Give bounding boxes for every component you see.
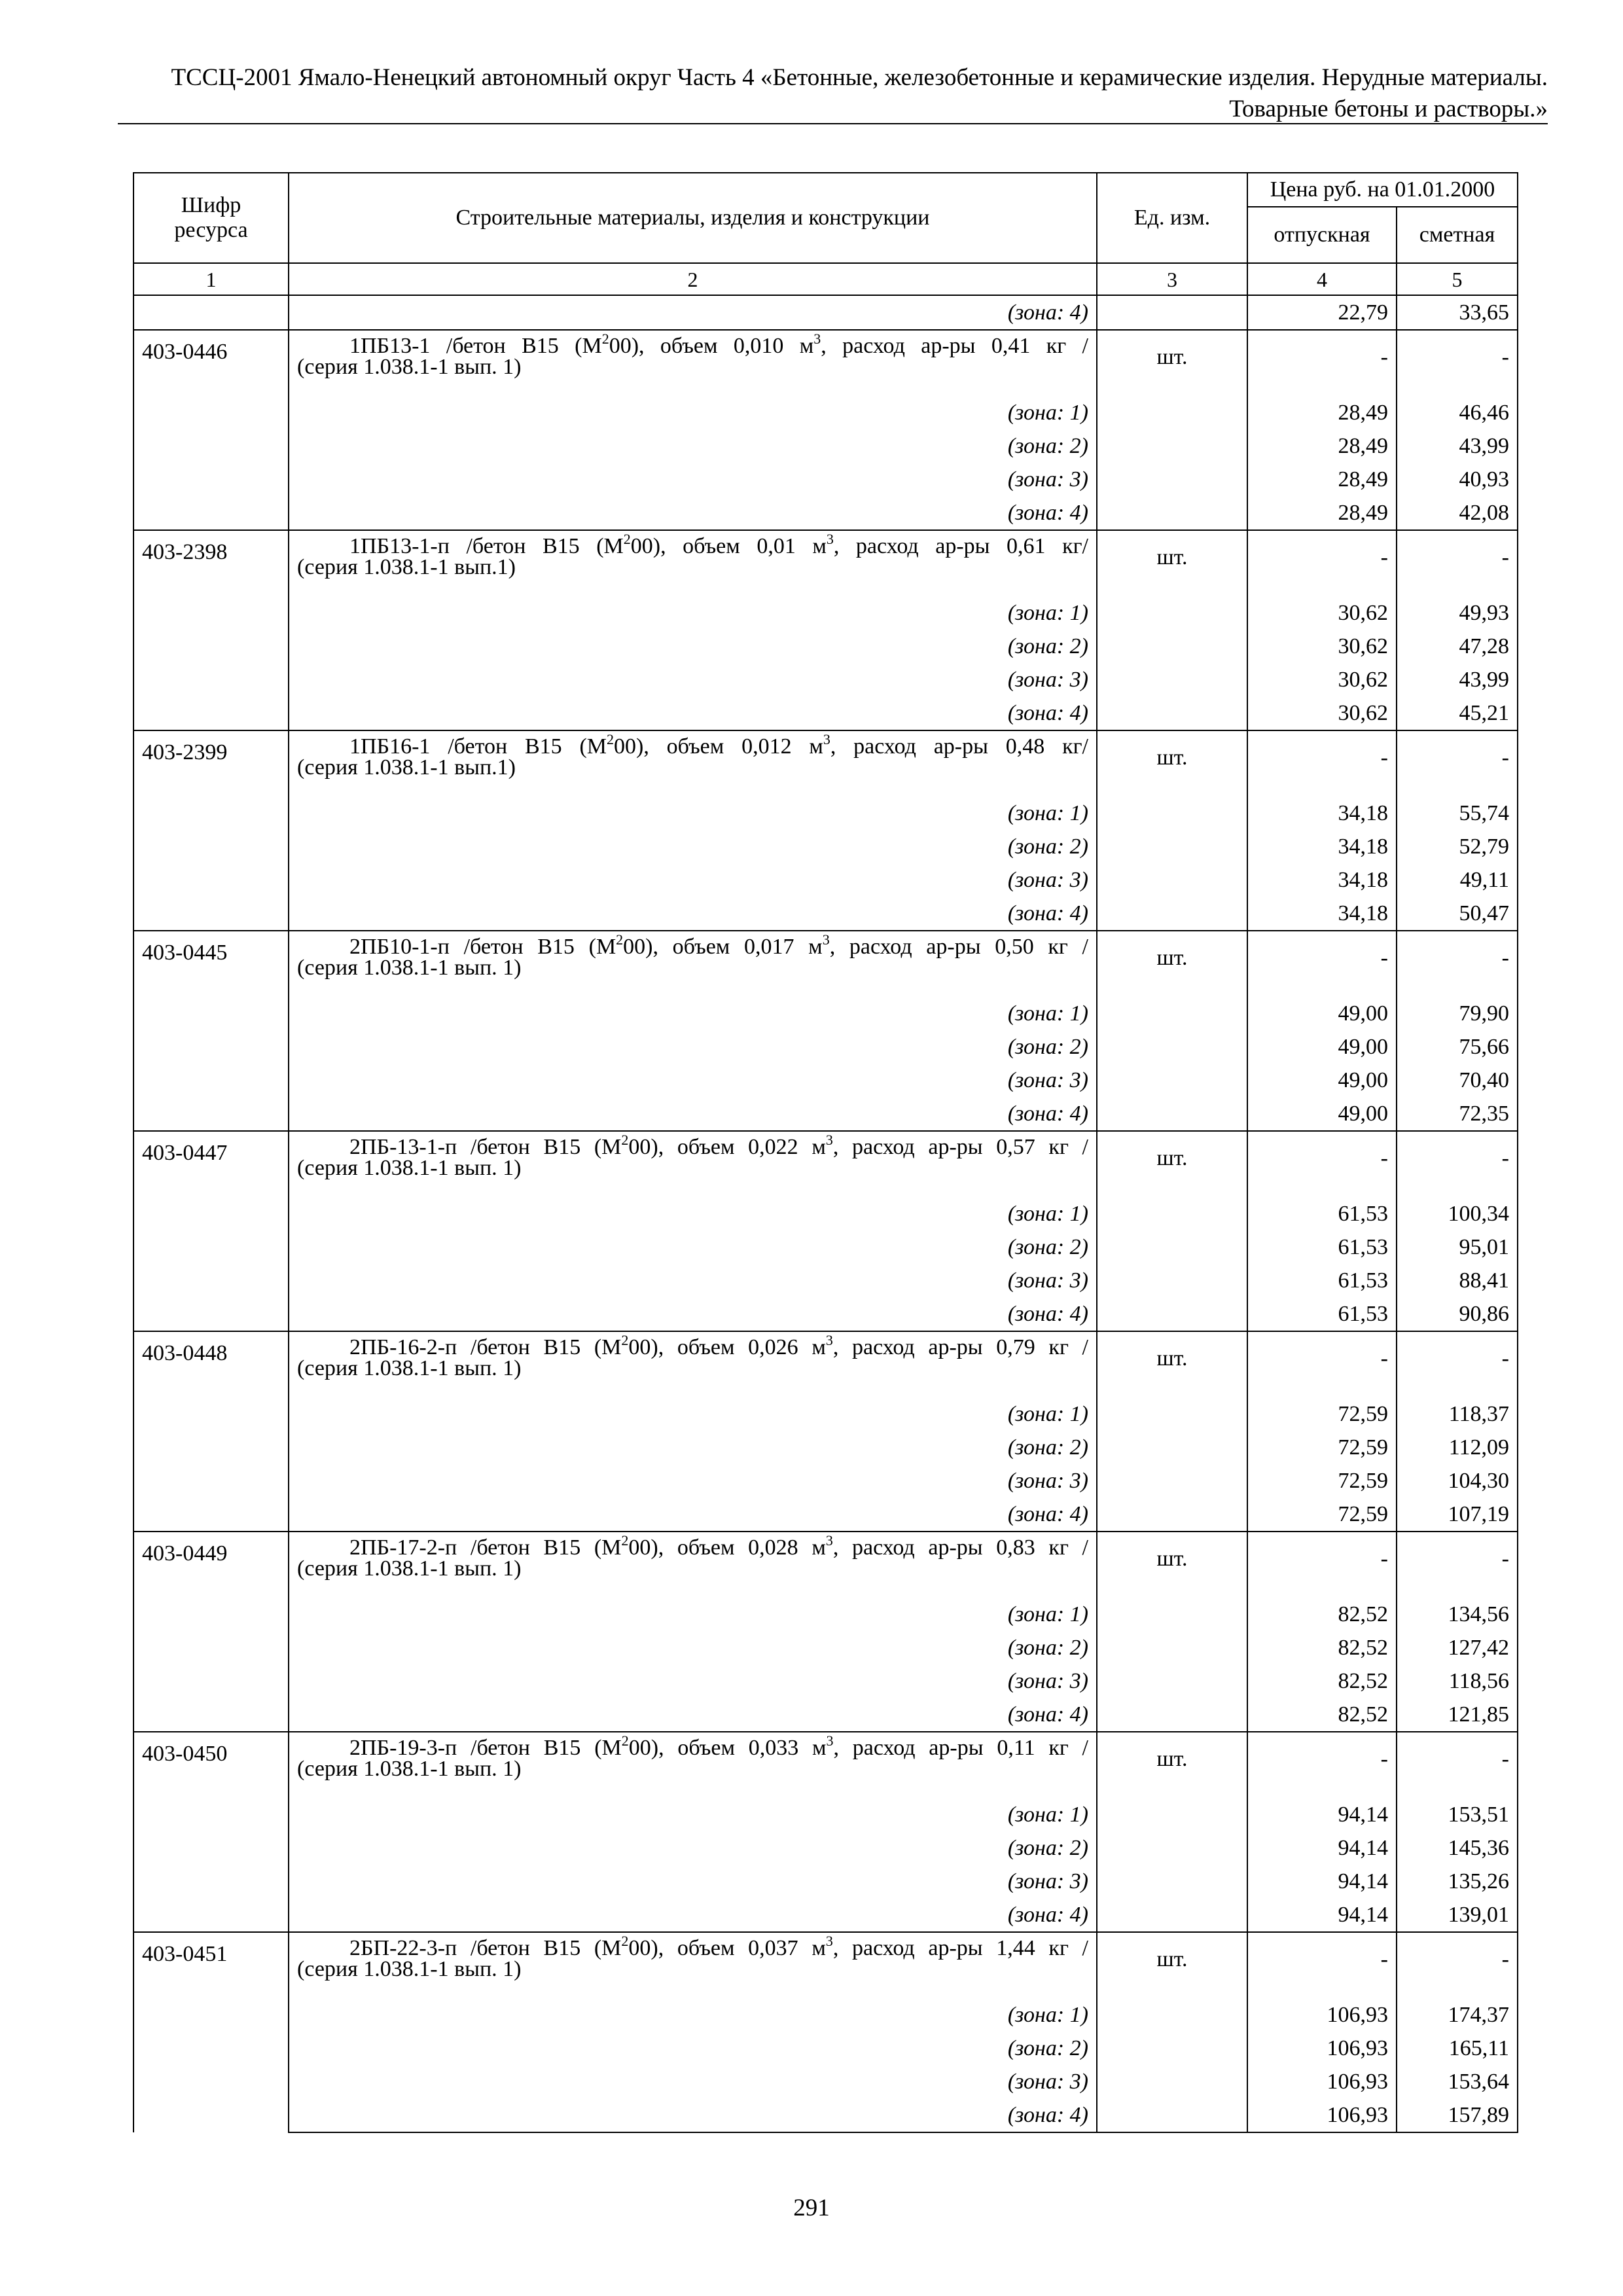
- release-price: 34,18: [1247, 830, 1397, 863]
- zone-row: [134, 596, 1518, 630]
- description-main: 1ПБ16-1 /бетон В15 $(М^200)$, объем 0,012 $м^3$, расход ар-ры 0,48 кг/: [349, 730, 1088, 759]
- zone-row: [134, 2032, 1518, 2065]
- zone-label: (зона: 1): [289, 1998, 1097, 2032]
- description-main: 2ПБ10-1-п /бетон В15 $(М^200)$, объем 0,017 $м^3$, расход ар-ры 0,50 кг /: [349, 931, 1088, 959]
- estimate-price: 45,21: [1397, 696, 1518, 730]
- zone-row: [134, 1631, 1518, 1664]
- column-number: 3: [1097, 263, 1247, 295]
- material-description: [289, 931, 1097, 997]
- estimate-price: -: [1397, 530, 1518, 596]
- release-price: 49,00: [1247, 997, 1397, 1030]
- release-price: 94,14: [1247, 1831, 1397, 1865]
- resource-code: 403-0447: [134, 1131, 289, 1331]
- unit-of-measure: [1097, 1230, 1247, 1264]
- description-main: 1ПБ13-1-п /бетон В15 $(М^200)$, объем 0,01 $м^3$, расход ар-ры 0,61 кг/: [349, 530, 1088, 558]
- material-description: [289, 1732, 1097, 1798]
- description-main: 1ПБ13-1 /бетон В15 $(М^200)$, объем 0,010 $м^3$, расход ар-ры 0,41 кг /: [349, 330, 1088, 358]
- estimate-price: 153,51: [1397, 1798, 1518, 1831]
- resource-code: 403-0451: [134, 1932, 289, 2132]
- estimate-price: -: [1397, 931, 1518, 997]
- release-price: 49,00: [1247, 1064, 1397, 1097]
- unit-of-measure: [1097, 1431, 1247, 1464]
- table-row: [134, 730, 1518, 797]
- description-main: 2ПБ-16-2-п /бетон В15 $(М^200)$, объем 0,026 $м^3$, расход ар-ры 0,79 кг /: [349, 1331, 1088, 1359]
- description-main: 2БП-22-3-п /бетон В15 $(М^200)$, объем 0,037 $м^3$, расход ар-ры 1,44 кг /: [349, 1932, 1088, 1960]
- unit-of-measure: [1097, 1798, 1247, 1831]
- description-series: (серия 1.038.1-1 вып. 1): [297, 1957, 522, 1981]
- table-row: [134, 530, 1518, 596]
- release-price: 22,79: [1247, 295, 1397, 330]
- zone-row: [134, 696, 1518, 730]
- resource-code: 403-0448: [134, 1331, 289, 1532]
- release-price: 30,62: [1247, 663, 1397, 696]
- release-price: 94,14: [1247, 1898, 1397, 1932]
- release-price: 72,59: [1247, 1397, 1397, 1431]
- release-price: 34,18: [1247, 797, 1397, 830]
- zone-row: [134, 863, 1518, 897]
- release-price: 61,53: [1247, 1297, 1397, 1331]
- unit-of-measure: [1097, 1297, 1247, 1331]
- table-row: [134, 1331, 1518, 1397]
- zone-row: [134, 1998, 1518, 2032]
- release-price: 30,62: [1247, 696, 1397, 730]
- zone-row: [134, 1030, 1518, 1064]
- header-price: Цена руб. на 01.01.2000: [1247, 173, 1518, 207]
- estimate-price: 46,46: [1397, 396, 1518, 429]
- zone-label: (зона: 1): [289, 1197, 1097, 1230]
- zone-label: (зона: 2): [289, 830, 1097, 863]
- estimate-price: 157,89: [1397, 2098, 1518, 2132]
- release-price: 49,00: [1247, 1030, 1397, 1064]
- unit-of-measure: [1097, 630, 1247, 663]
- estimate-price: 153,64: [1397, 2065, 1518, 2098]
- material-description: [289, 1331, 1097, 1397]
- description-series: (серия 1.038.1-1 вып.1): [297, 555, 516, 579]
- price-table-header: [134, 173, 1518, 295]
- estimate-price: 90,86: [1397, 1297, 1518, 1331]
- estimate-price: 121,85: [1397, 1698, 1518, 1732]
- unit-of-measure: шт.: [1097, 1131, 1247, 1197]
- unit-of-measure: [1097, 396, 1247, 429]
- zone-label: (зона: 1): [289, 1798, 1097, 1831]
- unit-of-measure: [1097, 696, 1247, 730]
- running-header-line-2: Товарные бетоны и растворы.»: [1229, 96, 1548, 122]
- estimate-price: 95,01: [1397, 1230, 1518, 1264]
- release-price: 61,53: [1247, 1264, 1397, 1297]
- table-row: [134, 931, 1518, 997]
- estimate-price: 127,42: [1397, 1631, 1518, 1664]
- zone-row: [134, 463, 1518, 496]
- zone-label: (зона: 4): [289, 2098, 1097, 2132]
- estimate-price: 49,93: [1397, 596, 1518, 630]
- description-series: (серия 1.038.1-1 вып. 1): [297, 1356, 522, 1380]
- estimate-price: 79,90: [1397, 997, 1518, 1030]
- unit-of-measure: шт.: [1097, 330, 1247, 396]
- release-price: -: [1247, 1532, 1397, 1598]
- page-number: 291: [793, 2195, 830, 2221]
- zone-label: (зона: 1): [289, 596, 1097, 630]
- header-release-price: отпускная: [1247, 207, 1397, 263]
- zone-row: [134, 1064, 1518, 1097]
- release-price: 82,52: [1247, 1698, 1397, 1732]
- description-main: 2ПБ-19-3-п /бетон В15 $(М^200)$, объем 0,033 $м^3$, расход ар-ры 0,11 кг /: [349, 1732, 1089, 1760]
- zone-row: [134, 1464, 1518, 1498]
- column-number: 1: [134, 263, 289, 295]
- unit-of-measure: шт.: [1097, 1331, 1247, 1397]
- estimate-price: 52,79: [1397, 830, 1518, 863]
- zone-row: [134, 797, 1518, 830]
- zone-label: (зона: 4): [289, 295, 1097, 330]
- zone-label: (зона: 4): [289, 696, 1097, 730]
- estimate-price: -: [1397, 1932, 1518, 1998]
- unit-of-measure: [1097, 797, 1247, 830]
- release-price: -: [1247, 1732, 1397, 1798]
- release-price: 28,49: [1247, 396, 1397, 429]
- material-description: [289, 530, 1097, 596]
- estimate-price: 135,26: [1397, 1865, 1518, 1898]
- estimate-price: 43,99: [1397, 663, 1518, 696]
- estimate-price: 33,65: [1397, 295, 1518, 330]
- zone-label: (зона: 4): [289, 1097, 1097, 1131]
- material-description: [289, 730, 1097, 797]
- release-price: -: [1247, 730, 1397, 797]
- zone-label: (зона: 1): [289, 1598, 1097, 1631]
- unit-of-measure: шт.: [1097, 1932, 1247, 1998]
- estimate-price: 107,19: [1397, 1498, 1518, 1532]
- unit-of-measure: шт.: [1097, 1532, 1247, 1598]
- material-description: [289, 330, 1097, 396]
- zone-row: [134, 1397, 1518, 1431]
- zone-row: [134, 1197, 1518, 1230]
- estimate-price: 55,74: [1397, 797, 1518, 830]
- estimate-price: 43,99: [1397, 429, 1518, 463]
- material-description: [289, 1131, 1097, 1197]
- zone-row: [134, 1230, 1518, 1264]
- release-price: 82,52: [1247, 1664, 1397, 1698]
- zone-row: [134, 1865, 1518, 1898]
- zone-label: (зона: 4): [289, 496, 1097, 530]
- estimate-price: 75,66: [1397, 1030, 1518, 1064]
- zone-label: (зона: 2): [289, 2032, 1097, 2065]
- running-header-line-1: ТССЦ-2001 Ямало-Ненецкий автономный округ Часть 4 «Бетонные, железобетонные и керамические изделия. Нерудные материалы.: [171, 64, 1548, 91]
- description-series: (серия 1.038.1-1 вып. 1): [297, 956, 522, 980]
- carry-over-row: [134, 295, 1518, 330]
- zone-row: [134, 997, 1518, 1030]
- release-price: 28,49: [1247, 463, 1397, 496]
- zone-row: [134, 396, 1518, 429]
- zone-row: [134, 1097, 1518, 1131]
- table-row: [134, 1131, 1518, 1197]
- unit-of-measure: [1097, 463, 1247, 496]
- release-price: 106,93: [1247, 2032, 1397, 2065]
- estimate-price: -: [1397, 730, 1518, 797]
- zone-row: [134, 1664, 1518, 1698]
- zone-label: (зона: 3): [289, 463, 1097, 496]
- release-price: 106,93: [1247, 2065, 1397, 2098]
- zone-row: [134, 830, 1518, 863]
- unit-of-measure: [1097, 1264, 1247, 1297]
- header-description: Строительные материалы, изделия и конструкции: [289, 173, 1097, 263]
- release-price: -: [1247, 931, 1397, 997]
- zone-label: (зона: 3): [289, 1664, 1097, 1698]
- unit-of-measure: [1097, 830, 1247, 863]
- unit-of-measure: [1097, 1631, 1247, 1664]
- running-header: [118, 62, 1548, 125]
- zone-row: [134, 496, 1518, 530]
- zone-label: (зона: 1): [289, 997, 1097, 1030]
- zone-row: [134, 897, 1518, 931]
- zone-label: (зона: 2): [289, 1030, 1097, 1064]
- zone-label: (зона: 3): [289, 1264, 1097, 1297]
- zone-row: [134, 1297, 1518, 1331]
- column-number: 2: [289, 263, 1097, 295]
- unit-of-measure: [1097, 1464, 1247, 1498]
- unit-of-measure: [1097, 1498, 1247, 1532]
- unit-of-measure: шт.: [1097, 530, 1247, 596]
- unit-of-measure: [1097, 1664, 1247, 1698]
- zone-label: (зона: 4): [289, 1698, 1097, 1732]
- zone-row: [134, 2098, 1518, 2132]
- zone-label: (зона: 2): [289, 1230, 1097, 1264]
- unit-of-measure: [1097, 1865, 1247, 1898]
- unit-of-measure: [1097, 1030, 1247, 1064]
- unit-of-measure: шт.: [1097, 1732, 1247, 1798]
- zone-label: (зона: 2): [289, 630, 1097, 663]
- unit-of-measure: [1097, 1064, 1247, 1097]
- price-table-body: [134, 295, 1518, 2132]
- description-series: (серия 1.038.1-1 вып. 1): [297, 1556, 522, 1581]
- estimate-price: 47,28: [1397, 630, 1518, 663]
- zone-label: (зона: 3): [289, 1064, 1097, 1097]
- estimate-price: 88,41: [1397, 1264, 1518, 1297]
- table-row: [134, 330, 1518, 396]
- zone-label: (зона: 2): [289, 1631, 1097, 1664]
- zone-label: (зона: 3): [289, 1464, 1097, 1498]
- estimate-price: 49,11: [1397, 863, 1518, 897]
- unit-of-measure: [1097, 1397, 1247, 1431]
- release-price: -: [1247, 1131, 1397, 1197]
- zone-row: [134, 1264, 1518, 1297]
- unit-of-measure: шт.: [1097, 730, 1247, 797]
- material-description: [289, 1932, 1097, 1998]
- release-price: 61,53: [1247, 1230, 1397, 1264]
- zone-row: [134, 630, 1518, 663]
- estimate-price: 145,36: [1397, 1831, 1518, 1865]
- estimate-price: 118,56: [1397, 1664, 1518, 1698]
- unit-of-measure: [1097, 429, 1247, 463]
- release-price: -: [1247, 530, 1397, 596]
- estimate-price: -: [1397, 1131, 1518, 1197]
- description-series: (серия 1.038.1-1 вып. 1): [297, 1156, 522, 1180]
- table-row: [134, 1732, 1518, 1798]
- zone-label: (зона: 3): [289, 1865, 1097, 1898]
- unit-of-measure: [1097, 596, 1247, 630]
- table-row: [134, 1932, 1518, 1998]
- estimate-price: 112,09: [1397, 1431, 1518, 1464]
- header-code: Шифр ресурса: [134, 173, 289, 263]
- unit-of-measure: [1097, 863, 1247, 897]
- unit-of-measure: [1097, 496, 1247, 530]
- description-series: (серия 1.038.1-1 вып.1): [297, 755, 516, 780]
- zone-label: (зона: 2): [289, 1831, 1097, 1865]
- zone-row: [134, 1498, 1518, 1532]
- resource-code: 403-0450: [134, 1732, 289, 1932]
- description-series: (серия 1.038.1-1 вып. 1): [297, 355, 522, 379]
- estimate-price: -: [1397, 1532, 1518, 1598]
- unit-of-measure: [1097, 663, 1247, 696]
- resource-code: 403-0449: [134, 1532, 289, 1732]
- estimate-price: -: [1397, 330, 1518, 396]
- table-row: [134, 1532, 1518, 1598]
- estimate-price: 134,56: [1397, 1598, 1518, 1631]
- estimate-price: 100,34: [1397, 1197, 1518, 1230]
- release-price: 72,59: [1247, 1498, 1397, 1532]
- release-price: 28,49: [1247, 429, 1397, 463]
- zone-row: [134, 1431, 1518, 1464]
- estimate-price: 72,35: [1397, 1097, 1518, 1131]
- release-price: 34,18: [1247, 897, 1397, 931]
- release-price: 94,14: [1247, 1865, 1397, 1898]
- header-unit: Ед. изм.: [1097, 173, 1247, 263]
- column-number: 4: [1247, 263, 1397, 295]
- unit-of-measure: [1097, 1998, 1247, 2032]
- zone-label: (зона: 2): [289, 1431, 1097, 1464]
- material-description: [289, 1532, 1097, 1598]
- zone-label: (зона: 2): [289, 429, 1097, 463]
- unit-of-measure: [1097, 1197, 1247, 1230]
- description-series: (серия 1.038.1-1 вып. 1): [297, 1757, 522, 1781]
- zone-label: (зона: 1): [289, 797, 1097, 830]
- zone-row: [134, 1831, 1518, 1865]
- release-price: -: [1247, 1331, 1397, 1397]
- unit-of-measure: [1097, 1097, 1247, 1131]
- release-price: 72,59: [1247, 1464, 1397, 1498]
- description-main: 2ПБ-13-1-п /бетон В15 $(М^200)$, объем 0,022 $м^3$, расход ар-ры 0,57 кг /: [349, 1131, 1088, 1159]
- resource-code: 403-2399: [134, 730, 289, 931]
- zone-label: (зона: 4): [289, 1297, 1097, 1331]
- release-price: 34,18: [1247, 863, 1397, 897]
- estimate-price: 40,93: [1397, 463, 1518, 496]
- release-price: 72,59: [1247, 1431, 1397, 1464]
- unit-of-measure: [1097, 1898, 1247, 1932]
- resource-code: 403-0446: [134, 330, 289, 530]
- unit-of-measure: [1097, 997, 1247, 1030]
- estimate-price: 50,47: [1397, 897, 1518, 931]
- unit-of-measure: [1097, 2032, 1247, 2065]
- zone-row: [134, 1598, 1518, 1631]
- description-main: 2ПБ-17-2-п /бетон В15 $(М^200)$, объем 0,028 $м^3$, расход ар-ры 0,83 кг /: [349, 1532, 1088, 1560]
- estimate-price: 104,30: [1397, 1464, 1518, 1498]
- release-price: 94,14: [1247, 1798, 1397, 1831]
- estimate-price: -: [1397, 1331, 1518, 1397]
- zone-label: (зона: 3): [289, 863, 1097, 897]
- zone-label: (зона: 4): [289, 1498, 1097, 1532]
- release-price: 106,93: [1247, 1998, 1397, 2032]
- header-rule: [118, 123, 1548, 124]
- unit-of-measure: [1097, 2065, 1247, 2098]
- zone-label: (зона: 1): [289, 396, 1097, 429]
- release-price: 30,62: [1247, 630, 1397, 663]
- unit-of-measure: [1097, 897, 1247, 931]
- resource-code: 403-0445: [134, 931, 289, 1131]
- estimate-price: 165,11: [1397, 2032, 1518, 2065]
- zone-row: [134, 663, 1518, 696]
- zone-label: (зона: 4): [289, 897, 1097, 931]
- zone-row: [134, 1798, 1518, 1831]
- release-price: 61,53: [1247, 1197, 1397, 1230]
- zone-row: [134, 1898, 1518, 1932]
- price-table: [133, 172, 1518, 2133]
- release-price: 106,93: [1247, 2098, 1397, 2132]
- zone-label: (зона: 3): [289, 2065, 1097, 2098]
- release-price: 49,00: [1247, 1097, 1397, 1131]
- release-price: -: [1247, 330, 1397, 396]
- zone-row: [134, 429, 1518, 463]
- release-price: -: [1247, 1932, 1397, 1998]
- estimate-price: 139,01: [1397, 1898, 1518, 1932]
- unit-of-measure: [1097, 1831, 1247, 1865]
- estimate-price: 118,37: [1397, 1397, 1518, 1431]
- zone-label: (зона: 4): [289, 1898, 1097, 1932]
- release-price: 82,52: [1247, 1631, 1397, 1664]
- release-price: 30,62: [1247, 596, 1397, 630]
- unit-of-measure: [1097, 2098, 1247, 2132]
- estimate-price: -: [1397, 1732, 1518, 1798]
- unit-of-measure: [1097, 1698, 1247, 1732]
- unit-of-measure: шт.: [1097, 931, 1247, 997]
- release-price: 28,49: [1247, 496, 1397, 530]
- estimate-price: 174,37: [1397, 1998, 1518, 2032]
- zone-label: (зона: 1): [289, 1397, 1097, 1431]
- column-number: 5: [1397, 263, 1518, 295]
- zone-row: [134, 1698, 1518, 1732]
- resource-code: 403-2398: [134, 530, 289, 730]
- unit-of-measure: [1097, 1598, 1247, 1631]
- estimate-price: 42,08: [1397, 496, 1518, 530]
- estimate-price: 70,40: [1397, 1064, 1518, 1097]
- header-estimate-price: сметная: [1397, 207, 1518, 263]
- zone-label: (зона: 3): [289, 663, 1097, 696]
- release-price: 82,52: [1247, 1598, 1397, 1631]
- zone-row: [134, 2065, 1518, 2098]
